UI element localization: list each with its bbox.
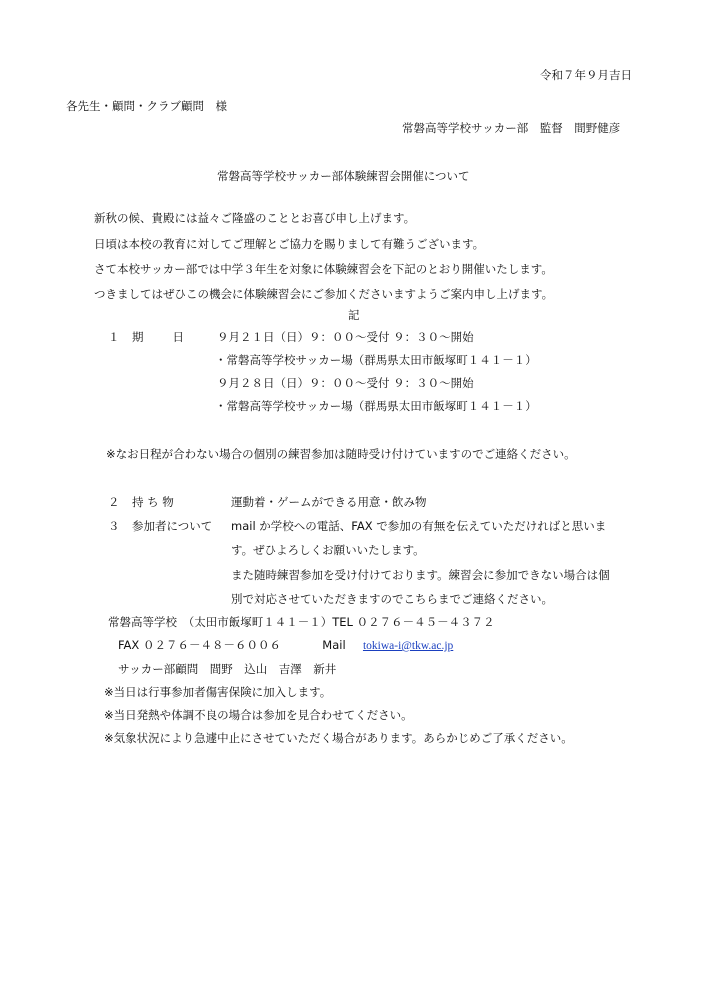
contact-staff: サッカー部顧問 間野 込山 吉澤 新井 [118,662,337,676]
section-3-label: 参加者について [132,519,213,533]
section-3-number: ３ [108,519,120,533]
document-title: 常磐高等学校サッカー部体験練習会開催について [217,169,470,183]
session-place: ・常磐高等学校サッカー場（群馬県太田市飯塚町１４１－１） [215,353,537,367]
contact-fax: FAX ０２７６－４８－６００６ [118,638,281,652]
note-line: ※気象状況により急遽中止にさせていただく場合があります。あらかじめご了承ください。 [104,731,573,745]
items-text: 運動着・ゲームができる用意・飲み物 [231,495,427,509]
session-date: ９月２１日（日）９：００～受付 ９：３０～開始 [217,330,474,344]
schedule-note: ※なお日程が合わない場合の個別の練習参加は随時受け付けていますのでご連絡ください。 [106,447,576,461]
section-2-number: ２ [108,495,120,509]
section-2-label: 持 ち 物 [132,495,174,509]
section-1-number: １ [108,330,120,344]
session-place: ・常磐高等学校サッカー場（群馬県太田市飯塚町１４１－１） [215,399,537,413]
participants-line: 別で対応させていただきますのでこちらまでご連絡ください。 [231,592,553,606]
participants-line: また随時練習参加を受け付けております。練習会に参加できない場合は個 [231,568,610,582]
note-line: ※当日は行事参加者傷害保険に加入します。 [104,685,332,699]
participants-line: mail か学校への電話、FAX で参加の有無を伝えていただければと思いま [231,519,607,533]
greeting-line: つきましてはぜひこの機会に体験練習会にご参加くださいますようご案内申し上げます。 [94,287,554,301]
sender: 常磐高等学校サッカー部 監督 間野健彦 [402,121,621,135]
contact-mail-link[interactable]: tokiwa-i@tkw.ac.jp [362,640,454,652]
note-line: ※当日発熱や体調不良の場合は参加を見合わせてください。 [104,708,413,722]
contact-mail-label: Mail [322,638,346,652]
participants-line: す。ぜひよろしくお願いいたします。 [231,543,425,557]
addressee: 各先生・顧問・クラブ顧問 様 [66,99,227,113]
greeting-line: さて本校サッカー部では中学３年生を対象に体験練習会を下記のとおり開催いたします。 [94,262,553,276]
issue-date: 令和７年９月吉日 [540,68,632,82]
section-1-label: 期 日 [132,330,186,344]
greeting-line: 日頃は本校の教育に対してご理解とご協力を賜りまして有難うございます。 [94,237,485,251]
contact-fax-line [118,640,453,653]
greeting-line: 新秋の候、貴殿には益々ご隆盛のこととお喜び申し上げます。 [94,211,416,225]
ki-heading: 記 [348,308,360,322]
contact-school: 常磐高等学校 （太田市飯塚町１４１－１）TEL ０２７６－４５－４３７２ [108,615,495,629]
session-date: ９月２８日（日）９：００～受付 ９：３０～開始 [217,376,474,390]
